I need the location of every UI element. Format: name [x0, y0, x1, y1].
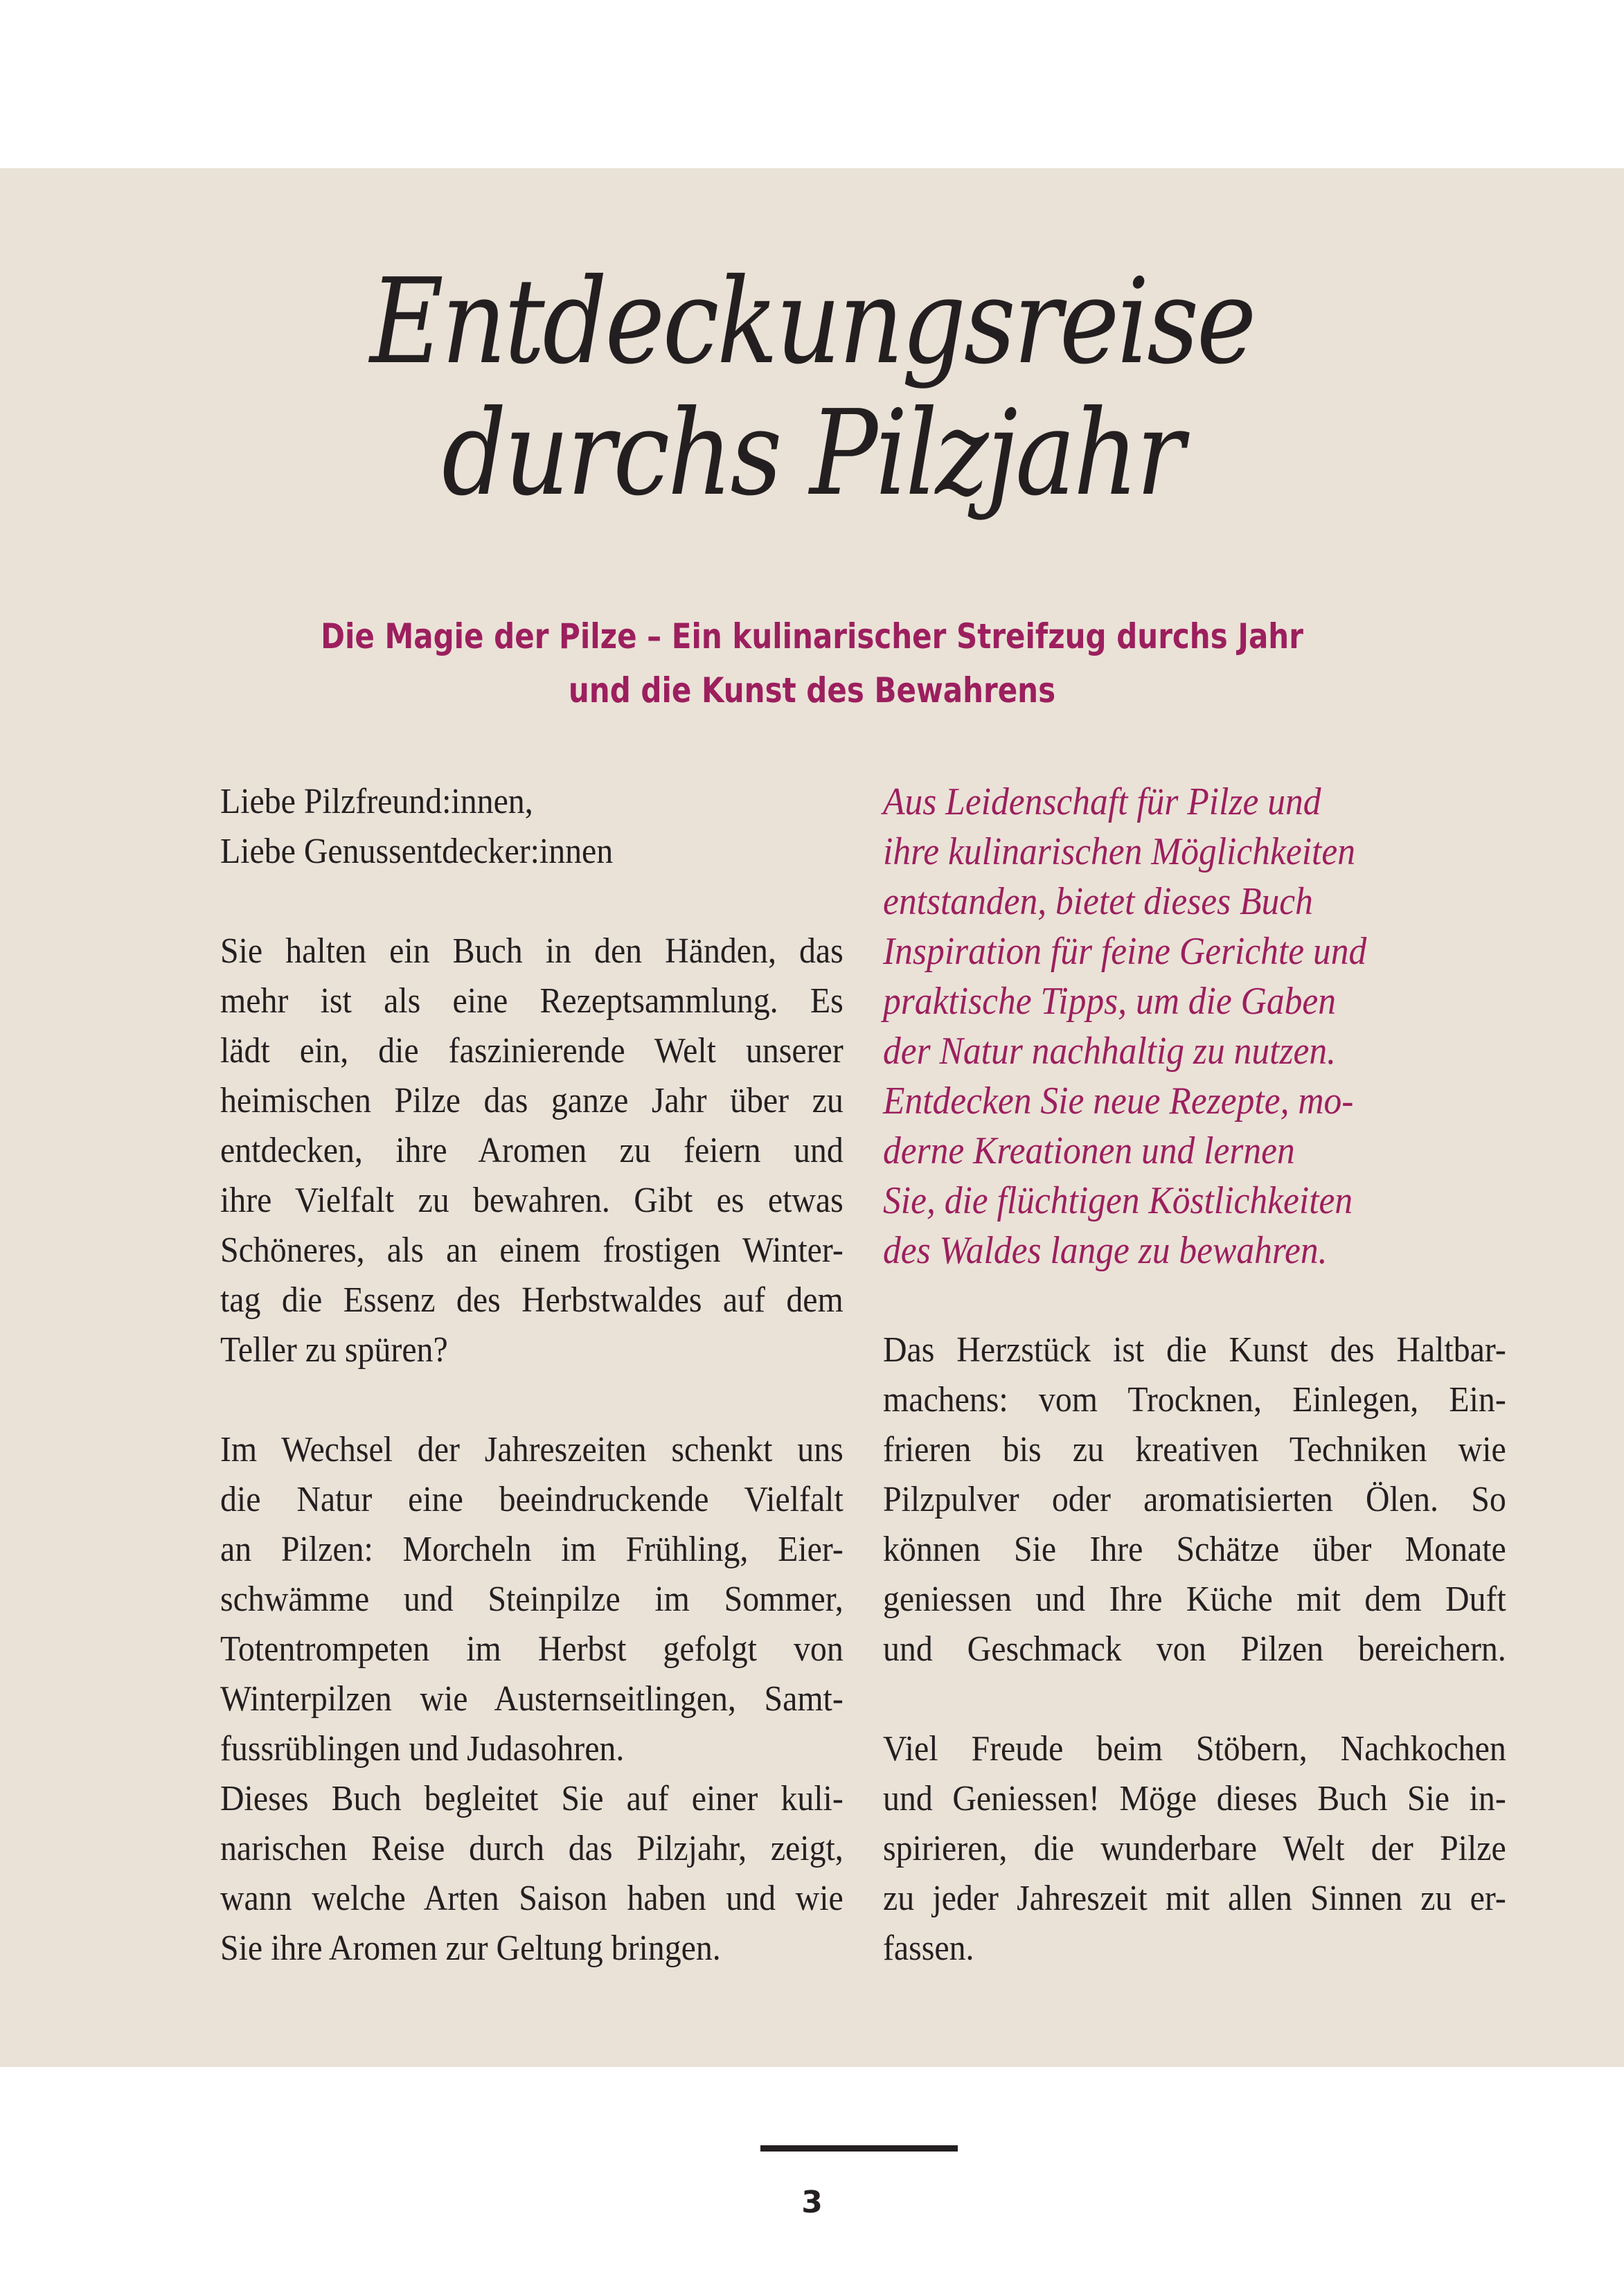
body-line: Schöneres, als an einem frostigen Winter- — [220, 1231, 844, 1270]
subtitle-line-2: und die Kunst des Bewahrens — [568, 670, 1056, 710]
intro-line: praktische Tipps, um die Gaben — [883, 980, 1336, 1023]
body-line: Dieses Buch begleitet Sie auf einer kuli- — [220, 1779, 844, 1818]
body-line: die Natur eine beeindruckende Vielfalt — [220, 1480, 844, 1519]
paragraph-gap — [220, 1375, 844, 1425]
page-title-line-1: Entdeckungsreise — [370, 253, 1254, 391]
body-line: tag die Essenz des Herbstwaldes auf dem — [220, 1280, 844, 1320]
body-line: mehr ist als eine Rezeptsammlung. Es — [220, 981, 844, 1021]
greeting-line: Liebe Pilzfreund:innen, — [220, 782, 533, 821]
body-line: Das Herzstück ist die Kunst des Haltbar- — [883, 1330, 1506, 1370]
body-line: und Geschmack von Pilzen bereichern. — [883, 1629, 1506, 1669]
body-line: und Geniessen! Möge dieses Buch Sie in- — [883, 1779, 1506, 1818]
body-line: narischen Reise durch das Pilzjahr, zeigt, — [220, 1829, 844, 1868]
paragraph-gap — [883, 1674, 1506, 1724]
paragraph-gap — [883, 1276, 1506, 1325]
body-line: lädt ein, die faszinierende Welt unserer — [220, 1031, 844, 1071]
right-column — [883, 777, 1506, 1974]
intro-line: Entdecken Sie neue Rezepte, mo- — [883, 1080, 1354, 1122]
intro-line: Inspiration für feine Gerichte und — [883, 930, 1367, 973]
greeting-line: Liebe Genussentdecker:innen — [220, 832, 614, 871]
body-line: machens: vom Trocknen, Einlegen, Ein- — [883, 1380, 1506, 1420]
body-line: fussrüblingen und Judasohren. — [220, 1729, 625, 1769]
body-line: ihre Vielfalt zu bewahren. Gibt es etwas — [220, 1181, 844, 1220]
body-line: zu jeder Jahreszeit mit allen Sinnen zu er- — [883, 1879, 1506, 1918]
body-line: Viel Freude beim Stöbern, Nachkochen — [883, 1729, 1506, 1769]
intro-line: des Waldes lange zu bewahren. — [883, 1229, 1328, 1272]
body-line: fassen. — [883, 1929, 974, 1968]
body-line: Totentrompeten im Herbst gefolgt von — [220, 1629, 844, 1669]
body-line: Winterpilzen wie Austernseitlingen, Samt- — [220, 1679, 844, 1719]
body-line: an Pilzen: Morcheln im Frühling, Eier- — [220, 1530, 844, 1569]
body-line: Teller zu spüren? — [220, 1330, 448, 1370]
subtitle-line-1: Die Magie der Pilze – Ein kulinarischer Streifzug durchs Jahr — [321, 616, 1303, 656]
footer-rule — [760, 2145, 958, 2152]
page-number: 3 — [801, 2185, 823, 2220]
intro-line: Sie, die flüchtigen Köstlichkeiten — [883, 1179, 1353, 1222]
left-column — [220, 777, 844, 1974]
body-line: frieren bis zu kreativen Techniken wie — [883, 1430, 1506, 1469]
body-line: Pilzpulver oder aromatisierten Ölen. So — [883, 1480, 1506, 1519]
body-line: Sie ihre Aromen zur Geltung bringen. — [220, 1929, 721, 1968]
body-line: geniessen und Ihre Küche mit dem Duft — [883, 1580, 1506, 1619]
paragraph-gap — [220, 877, 844, 927]
intro-line: derne Kreationen und lernen — [883, 1129, 1295, 1172]
body-line: heimischen Pilze das ganze Jahr über zu — [220, 1081, 844, 1120]
body-line: Sie halten ein Buch in den Händen, das — [220, 931, 844, 971]
page-title-line-2: durchs Pilzjahr — [441, 385, 1183, 522]
intro-line: Aus Leidenschaft für Pilze und — [883, 780, 1321, 823]
body-line: schwämme und Steinpilze im Sommer, — [220, 1580, 844, 1619]
body-line: können Sie Ihre Schätze über Monate — [883, 1530, 1506, 1569]
body-line: entdecken, ihre Aromen zu feiern und — [220, 1131, 844, 1170]
body-line: Im Wechsel der Jahreszeiten schenkt uns — [220, 1430, 844, 1469]
body-line: spirieren, die wunderbare Welt der Pilze — [883, 1829, 1506, 1868]
intro-line: entstanden, bietet dieses Buch — [883, 880, 1313, 923]
intro-line: der Natur nachhaltig zu nutzen. — [883, 1030, 1337, 1073]
body-line: wann welche Arten Saison haben und wie — [220, 1879, 844, 1918]
intro-line: ihre kulinarischen Möglichkeiten — [883, 830, 1355, 873]
